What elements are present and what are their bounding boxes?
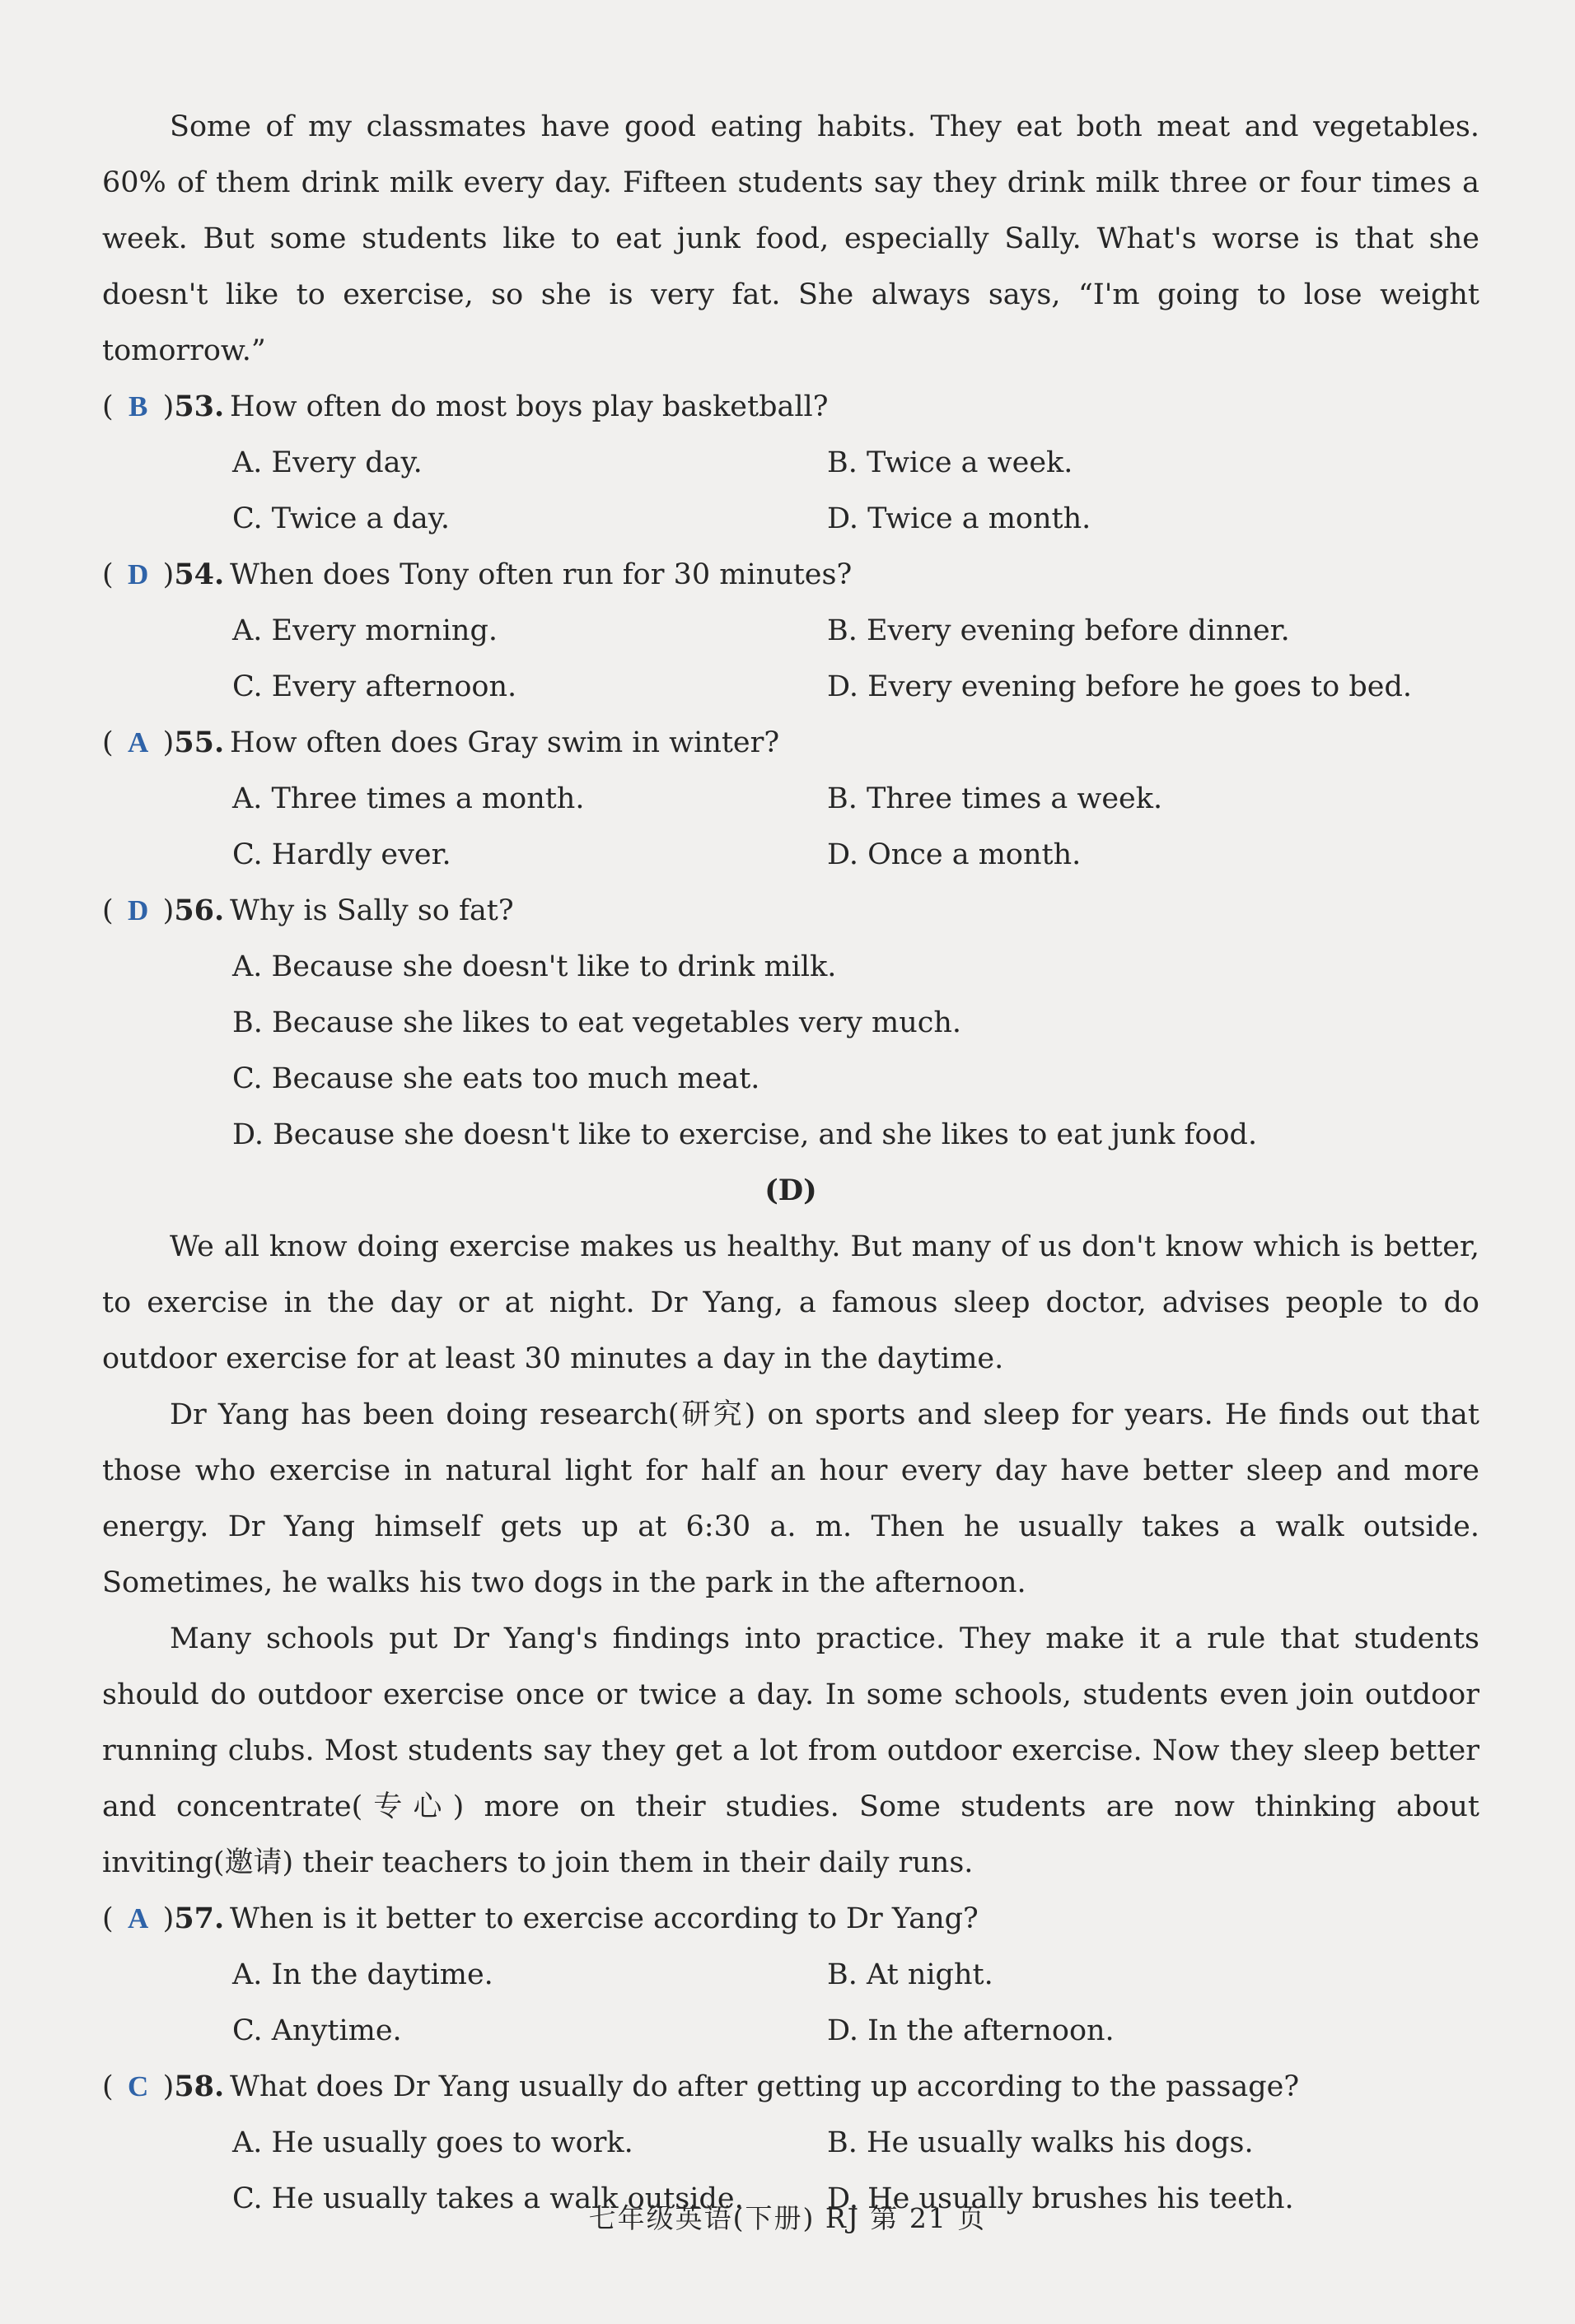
answer-bracket: ( D )56. [102, 883, 230, 939]
question-number: 58. [174, 2070, 225, 2103]
option-d[interactable]: D. Every evening before he goes to bed. [827, 670, 1413, 703]
option-a[interactable]: A. Every morning. [232, 614, 498, 647]
option-a[interactable]: A. Three times a month. [232, 782, 585, 815]
question-56 [102, 883, 1479, 1163]
answer-letter: A [128, 1902, 149, 1934]
answer-letter: D [128, 894, 149, 926]
question-stem [102, 715, 1479, 771]
question-stem [102, 2059, 1479, 2115]
question-stem [102, 379, 1479, 435]
question-text: Why is Sally so fat? [230, 894, 514, 927]
answer-letter: D [128, 558, 149, 590]
options [232, 771, 1479, 883]
option-c[interactable]: C. Because she eats too much meat. [232, 1062, 760, 1095]
option-b[interactable]: B. Twice a week. [827, 446, 1073, 479]
question-stem [102, 883, 1479, 939]
option-d[interactable]: D. Once a month. [827, 838, 1082, 871]
option-c[interactable]: C. Every afternoon. [232, 670, 517, 703]
question-number: 54. [174, 558, 225, 591]
option-a[interactable]: A. He usually goes to work. [232, 2126, 633, 2159]
answer-bracket: ( D )54. [102, 547, 230, 603]
question-57 [102, 1891, 1479, 2059]
answer-bracket: ( C )58. [102, 2059, 230, 2115]
question-text: How often do most boys play basketball? [230, 390, 829, 423]
answer-letter: C [128, 2070, 149, 2102]
worksheet-page [102, 99, 1479, 2227]
question-54 [102, 547, 1479, 715]
question-number: 56. [174, 894, 225, 927]
question-55 [102, 715, 1479, 883]
options [232, 435, 1479, 547]
passage-c-paragraph: Some of my classmates have good eating habits. They eat both meat and vegetables. 60% of them drink milk every day. Fifteen students say they drink milk three or four times a week. But some students like to eat junk food, especially Sally. What's worse is that she doesn't like to exercise, so she is very fat. She always says, “I'm going to lose weight tomorrow.” [102, 110, 1479, 367]
option-d[interactable]: D. Twice a month. [827, 502, 1091, 535]
option-c[interactable]: C. Anytime. [232, 2014, 402, 2047]
option-c[interactable]: C. Twice a day. [232, 502, 450, 535]
option-a[interactable]: A. Because she doesn't like to drink milk. [232, 950, 837, 983]
answer-bracket: ( A )57. [102, 1891, 230, 1947]
option-c[interactable]: C. Hardly ever. [232, 838, 451, 871]
option-d[interactable]: D. Because she doesn't like to exercise, and she likes to eat junk food. [232, 1118, 1258, 1151]
options [232, 939, 1479, 1163]
passage-d-paragraph-3: Many schools put Dr Yang's findings into practice. They make it a rule that students should do outdoor exercise once or twice a day. In some schools, students even join outdoor running clubs. Most students say they get a lot from outdoor exercise. Now they sleep better and concentrate(专心) more on their studies. Some students are now thinking about inviting(邀请) their teachers to join them in their daily runs. [102, 1622, 1479, 1879]
passage-d-paragraph-2: Dr Yang has been doing research(研究) on sports and sleep for years. He finds out that those who exercise in natural light for half an hour every day have better sleep and more energy. Dr Yang himself gets up at 6:30 a. m. Then he usually takes a walk outside. Sometimes, he walks his two dogs in the park in the afternoon. [102, 1398, 1479, 1599]
question-stem [102, 547, 1479, 603]
question-text: When is it better to exercise according to Dr Yang? [230, 1902, 979, 1935]
answer-bracket: ( B )53. [102, 379, 230, 435]
answer-letter: A [128, 726, 149, 758]
option-b[interactable]: B. Because she likes to eat vegetables very much. [232, 1006, 962, 1039]
section-d-title: (D) [764, 1174, 817, 1207]
option-c[interactable]: C. He usually takes a walk outside. [232, 2182, 744, 2215]
passage-d-paragraph-1: We all know doing exercise makes us healthy. But many of us don't know which is better, to exercise in the day or at night. Dr Yang, a famous sleep doctor, advises people to do outdoor exercise for at least 30 minutes a day in the daytime. [102, 1230, 1479, 1375]
question-number: 57. [174, 1902, 225, 1935]
page-footer: 七年级英语(下册) RJ 第 21 页 [588, 2202, 987, 2234]
question-text: How often does Gray swim in winter? [230, 726, 780, 759]
option-d[interactable]: D. In the afternoon. [827, 2014, 1115, 2047]
option-a[interactable]: A. Every day. [232, 446, 423, 479]
options [232, 603, 1479, 715]
answer-bracket: ( A )55. [102, 715, 230, 771]
question-text: When does Tony often run for 30 minutes? [230, 558, 853, 591]
option-a[interactable]: A. In the daytime. [232, 1958, 493, 1991]
question-number: 55. [174, 726, 225, 759]
question-53 [102, 379, 1479, 547]
answer-letter: B [128, 390, 148, 422]
question-number: 53. [174, 390, 225, 423]
option-d[interactable]: D. He usually brushes his teeth. [827, 2182, 1294, 2215]
option-b[interactable]: B. At night. [827, 1958, 993, 1991]
option-b[interactable]: B. Three times a week. [827, 782, 1163, 815]
option-b[interactable]: B. Every evening before dinner. [827, 614, 1290, 647]
question-stem [102, 1891, 1479, 1947]
option-b[interactable]: B. He usually walks his dogs. [827, 2126, 1254, 2159]
question-text: What does Dr Yang usually do after getting up according to the passage? [230, 2070, 1300, 2103]
options [232, 1947, 1479, 2059]
